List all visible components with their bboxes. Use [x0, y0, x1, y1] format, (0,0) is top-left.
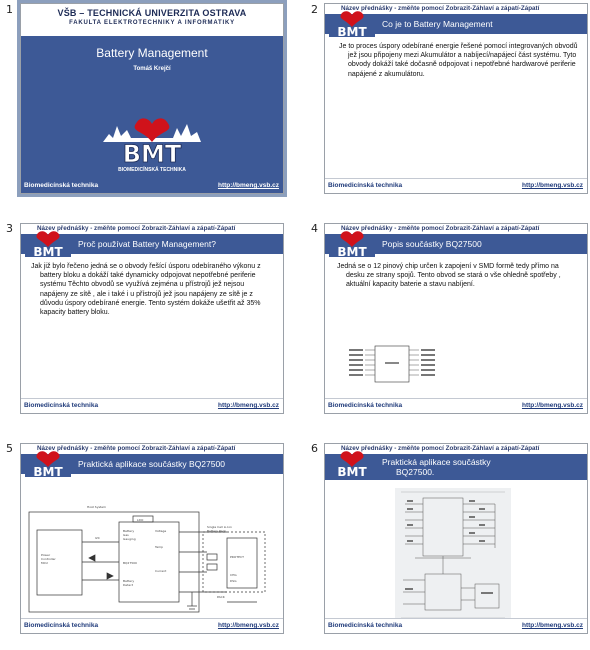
slide-thumbnail-6[interactable]: [324, 443, 588, 634]
footer-link: http://bmeng.vsb.cz: [217, 622, 279, 629]
slide-title: Praktická aplikace součástky BQ27500.: [382, 457, 491, 477]
footer-link: http://bmeng.vsb.cz: [521, 402, 583, 409]
slide-number: 2: [311, 3, 318, 16]
bmt-logo-icon: [327, 9, 377, 37]
bmt-logo-icon: [327, 449, 377, 477]
svg-text:MCU: MCU: [41, 561, 48, 565]
slide-footer: [325, 398, 587, 413]
university-name: VŠB – TECHNICKÁ UNIVERZITA OSTRAVA: [57, 8, 247, 18]
svg-text:LDO: LDO: [137, 518, 144, 522]
svg-text:Host System: Host System: [87, 505, 106, 509]
slide-number: 4: [311, 222, 318, 235]
slide-footer: [325, 178, 587, 193]
svg-text:BMT: BMT: [33, 245, 63, 257]
svg-text:Temp: Temp: [155, 545, 163, 549]
slide-thumbnail-4[interactable]: [324, 223, 588, 414]
header-note: Název přednášky - změňte pomocí Zobrazit-Záhlaví a zápatí-Zápatí: [341, 5, 540, 12]
slide-number: 3: [6, 222, 13, 235]
svg-text:Power: Power: [41, 553, 51, 557]
slide-body: Jak již bylo řečeno jedná se o obvody řešící úsporu odebíraného výkonu z battery bloku a dokáží také dynamicky odpojovat nepotřebné periferie systému Těchto obvodů se využívá zejména u přístrojů jež nejsou napájeny ze sítě , ale i také i u přístrojů jež jsou napájeny ze sítě je z důvodu úspory odebírané energie. Tento systém dokáže ušetřit až 35% kapacity battery bloku.: [31, 263, 261, 317]
header-note: Název přednášky - změňte pomocí Zobrazit-Záhlaví a zápatí-Zápatí: [37, 445, 236, 452]
slide-footer: [21, 618, 283, 633]
svg-text:BMT: BMT: [122, 140, 182, 168]
slide-footer: [21, 179, 283, 193]
bmt-logo-icon: [327, 229, 377, 257]
slide-footer: [21, 398, 283, 413]
svg-text:Battery: Battery: [123, 529, 135, 533]
svg-text:Battery Pack: Battery Pack: [207, 529, 226, 533]
svg-text:PACK: PACK: [217, 595, 225, 599]
svg-text:PROTECT: PROTECT: [230, 555, 244, 559]
svg-text:BMT: BMT: [337, 245, 367, 257]
university-header: [21, 4, 283, 36]
author-name: Tomáš Krejčí: [133, 66, 171, 72]
svg-text:BQ27500: BQ27500: [123, 561, 137, 565]
svg-text:BMT: BMT: [337, 25, 367, 37]
svg-text:Voltage: Voltage: [155, 529, 167, 533]
footer-link: http://bmeng.vsb.cz: [217, 402, 279, 409]
svg-text:CHG: CHG: [230, 573, 237, 577]
svg-text:BMT: BMT: [337, 465, 367, 477]
bmt-logo-icon: [23, 449, 73, 477]
slide-title: Co je to Battery Management: [382, 19, 493, 29]
slide-title: Praktická aplikace součástky BQ27500: [78, 459, 225, 469]
footer-label: Biomedicínská technika: [328, 622, 403, 629]
slide-number: 1: [6, 3, 13, 16]
footer-label: Biomedicínská technika: [24, 622, 99, 629]
slide-thumbnail-5[interactable]: [20, 443, 284, 634]
slide-number: 5: [6, 442, 13, 455]
slide-number: 6: [311, 442, 318, 455]
bmt-logo-icon: [23, 229, 73, 257]
svg-text:DSG: DSG: [230, 579, 237, 583]
svg-text:BIOMEDICÍNSKÁ TECHNIKA: BIOMEDICÍNSKÁ TECHNIKA: [118, 167, 186, 173]
footer-label: Biomedicínská technika: [24, 402, 99, 409]
footer-label: Biomedicínská technika: [24, 182, 99, 189]
slide-body: Jedná se o 12 pinový chip určen k zapojení v SMD formě tedy přímo na desku ze strany spojů. Tento obvod se stará o vše ohledně spotřeby , aktuální kapacity baterie a stavu nabíjení.: [337, 263, 561, 289]
footer-label: Biomedicínská technika: [328, 182, 403, 189]
header-note: Název přednášky - změňte pomocí Zobrazit-Záhlaví a zápatí-Zápatí: [341, 225, 540, 232]
slide-thumbnail-3[interactable]: [20, 223, 284, 414]
svg-text:BMT: BMT: [33, 465, 63, 477]
svg-text:Battery: Battery: [123, 579, 135, 583]
footer-link: http://bmeng.vsb.cz: [521, 182, 583, 189]
slide-title: Popis součástky BQ27500: [382, 239, 482, 249]
svg-text:Gauging: Gauging: [123, 537, 136, 541]
slide-thumbnail-1[interactable]: [20, 3, 284, 194]
slide-title: Proč používat Battery Management?: [78, 239, 216, 249]
faculty-name: FAKULTA ELEKTROTECHNIKY A INFORMATIKY: [69, 20, 235, 26]
bmt-logo-icon: [103, 116, 201, 174]
footer-link: http://bmeng.vsb.cz: [217, 182, 279, 189]
header-note: Název přednášky - změňte pomocí Zobrazit-Záhlaví a zápatí-Zápatí: [37, 225, 236, 232]
footer-label: Biomedicínská technika: [328, 402, 403, 409]
slide-thumbnail-2[interactable]: [324, 3, 588, 194]
footer-link: http://bmeng.vsb.cz: [521, 622, 583, 629]
slide-title: Battery Management: [96, 46, 208, 60]
application-circuit-diagram-icon: [27, 502, 277, 618]
slide-footer: [325, 618, 587, 633]
svg-text:Current: Current: [155, 569, 167, 573]
header-note: Název přednášky - změňte pomocí Zobrazit-Záhlaví a zápatí-Zápatí: [341, 445, 540, 452]
svg-text:Controller: Controller: [41, 557, 56, 561]
chip-pinout-diagram-icon: [347, 342, 437, 386]
svg-text:Detect: Detect: [123, 583, 134, 587]
svg-text:Gas: Gas: [123, 533, 129, 537]
schematic-diagram-icon: [395, 488, 511, 624]
svg-text:I2C: I2C: [95, 536, 100, 540]
slide-body: Je to proces úspory odebírané energie řešené pomocí integrovaných obvodů jež jsou připojeny mezi Akumulátor a nabíjecí/napájecí část systému. Tyto obvody dokáží také dočasně odpojovat i nepotřebné hardwarové periferie napájené z akumulátoru.: [339, 43, 578, 78]
svg-text:Single Cell Li-Ion: Single Cell Li-Ion: [207, 525, 232, 529]
